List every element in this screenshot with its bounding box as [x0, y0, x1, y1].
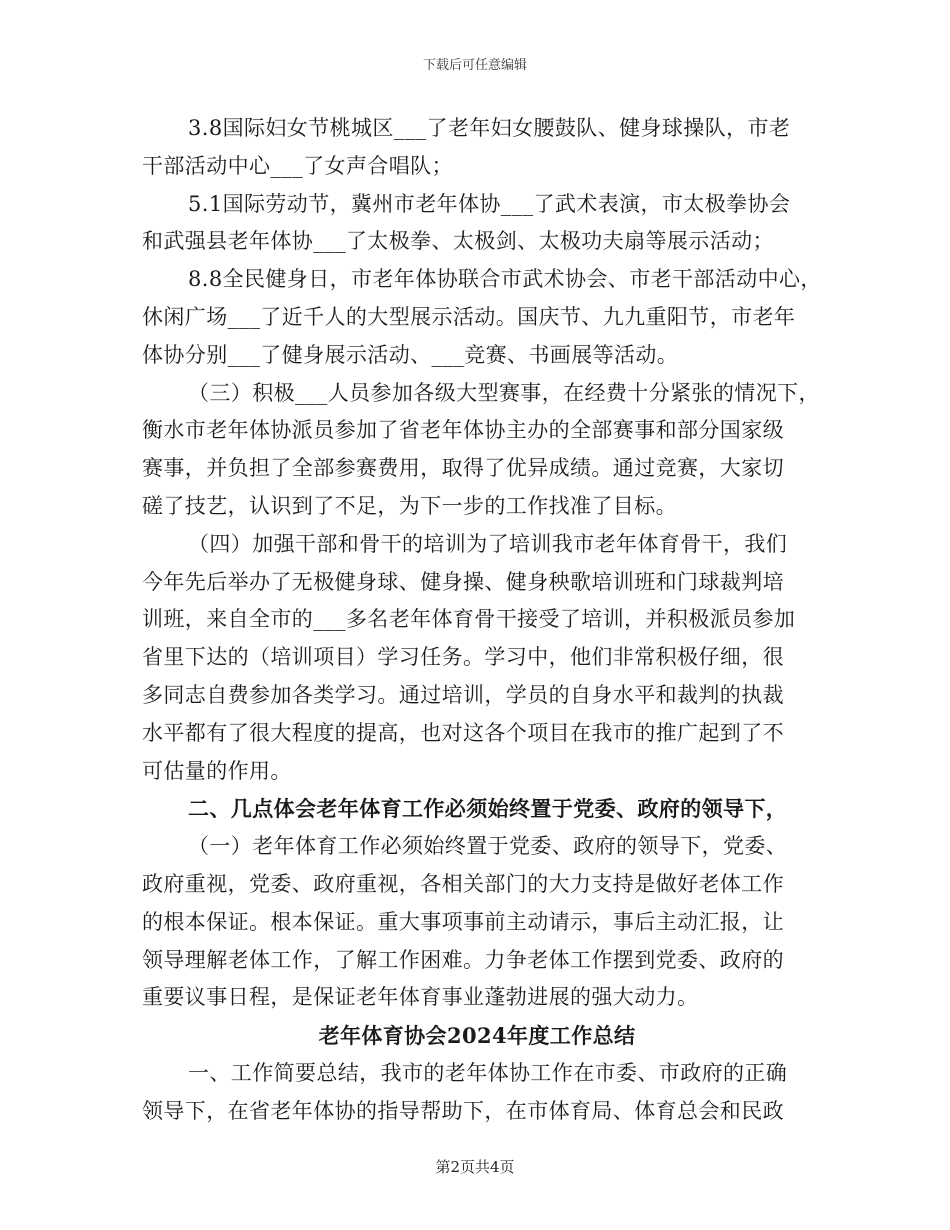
page-footer: 第2页共4页: [435, 1158, 515, 1176]
text-line: （三）积极___人员参加各级大型赛事，在经费十分紧张的情况下，: [188, 380, 820, 405]
document-body: [142, 110, 822, 1131]
text-line: 省里下达的（培训项目）学习任务。学习中，他们非常积极仔细，很: [142, 645, 784, 670]
text-line: 多同志自费参加各类学习。通过培训，学员的自身水平和裁判的执裁: [142, 682, 784, 707]
text-line: 衡水市老年体协派员参加了省老年体协主办的全部赛事和部分国家级: [142, 418, 784, 443]
text-line: 一、工作简要总结，我市的老年体协工作在市委、市政府的正确: [188, 1060, 788, 1085]
text-line: （四）加强干部和骨干的培训为了培训我市老年体育骨干，我们: [188, 531, 788, 556]
text-line: 休闲广场___了近千人的大型展示活动。国庆节、九九重阳节，市老年: [142, 304, 796, 329]
text-line: 水平都有了很大程度的提高，也对这各个项目在我市的推广起到了不: [142, 720, 784, 745]
page-header: 下载后可任意编辑: [422, 58, 527, 73]
text-line: 的根本保证。根本保证。重大事项事前主动请示，事后主动汇报，让: [142, 909, 784, 934]
section-heading: 二、几点体会老年体育工作必须始终置于党委、政府的领导下，: [188, 796, 788, 822]
text-line: 干部活动中心___了女声合唱队；: [142, 153, 453, 178]
text-line: 领导理解老体工作，了解工作困难。力争老体工作摆到党委、政府的: [142, 947, 784, 972]
text-line: 体协分别___了健身展示活动、___竞赛、书画展等活动。: [142, 342, 679, 367]
text-line: 磋了技艺，认识到了不足，为下一步的工作找准了目标。: [142, 493, 677, 518]
text-line: 重要议事日程，是保证老年体育事业蓬勃进展的强大动力。: [142, 985, 699, 1010]
text-line: 赛事，并负担了全部参赛费用，取得了优异成绩。通过竞赛，大家切: [142, 456, 784, 481]
document-title: 老年体育协会2024年度工作总结: [318, 1023, 636, 1049]
text-line: 3.8国际妇女节桃城区___了老年妇女腰鼓队、健身球操队，市老: [188, 116, 791, 140]
text-line: 和武强县老年体协___了太极拳、太极剑、太极功夫扇等展示活动；: [142, 229, 774, 254]
text-line: 政府重视，党委、政府重视，各相关部门的大力支持是做好老体工作: [142, 871, 784, 896]
text-line: 可估量的作用。: [142, 758, 292, 783]
text-line: 领导下，在省老年体协的指导帮助下，在市体育局、体育总会和民政: [142, 1098, 784, 1123]
text-line: （一）老年体育工作必须始终置于党委、政府的领导下，党委、: [188, 834, 788, 859]
text-line: 训班，来自全市的___多名老年体育骨干接受了培训，并积极派员参加: [142, 607, 796, 632]
text-line: 今年先后举办了无极健身球、健身操、健身秧歌培训班和门球裁判培: [142, 569, 784, 594]
text-line: 8.8全民健身日，市老年体协联合市武术协会、市老干部活动中心，: [188, 267, 822, 292]
text-line: 5.1国际劳动节，冀州市老年体协___了武术表演，市太极拳协会: [188, 191, 791, 216]
